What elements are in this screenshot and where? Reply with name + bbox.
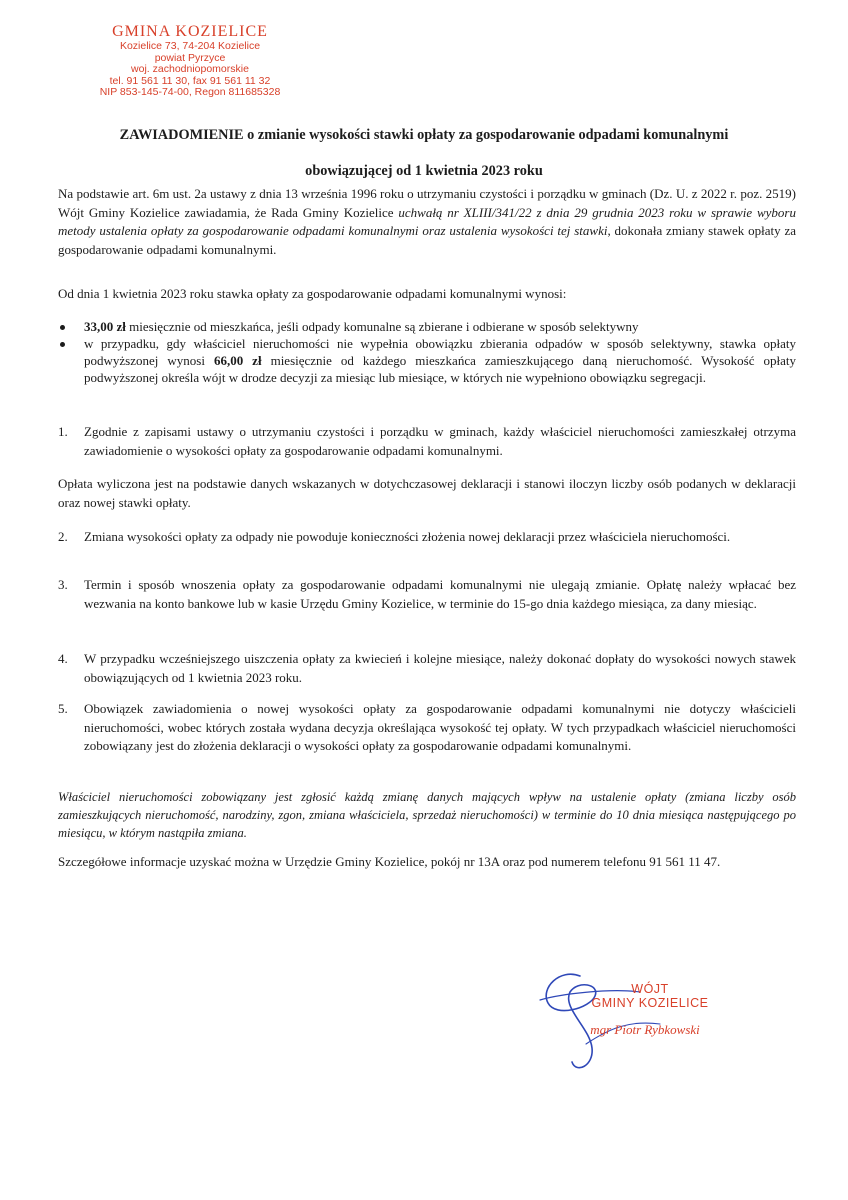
stamp-phone: tel. 91 561 11 30, fax 91 561 11 32 [109, 74, 271, 87]
stamp-name: GMINA KOZIELICE [112, 23, 268, 40]
rate-description: miesięcznie od mieszkańca, jeśli odpady komunalne są zbierane i odbierane w sposób selektywny [125, 319, 639, 334]
item-text: Obowiązek zawiadomienia o nowej wysokości opłaty za gospodarowanie odpadami komunalnymi nie dotyczy właścicieli nieruchomości, wobec których została wydana decyzja określająca wysokość tej opłaty. W tych przypadkach właściciel nieruchomości zobowiązany jest do złożenia deklaracji o wysokości opłaty za gospodarowanie odpadami komunalnymi. [84, 701, 796, 753]
contact-info: Szczegółowe informacje uzyskać można w Urzędzie Gminy Kozielice, pokój nr 13A oraz pod numerem telefonu 91 561 11 47. [58, 854, 721, 869]
list-item [58, 576, 796, 613]
stamp-ids: NIP 853-145-74-00, Regon 811685328 [99, 86, 281, 98]
item-text: W przypadku wcześniejszego uiszczenia opłaty za kwiecień i kolejne miesiące, należy dokonać dopłaty do wysokości nowych stawek obowiązujących od 1 kwietnia 2023 roku. [84, 651, 796, 685]
signature-office [550, 982, 750, 1010]
municipality-stamp [80, 22, 300, 99]
item-number: 4. [58, 651, 68, 666]
list-item [58, 528, 796, 547]
notice-title: ZAWIADOMIENIE o zmianie wysokości stawki opłaty za gospodarowanie odpadami komunalnymi [119, 127, 729, 143]
stamp-address: Kozielice 73, 74-204 Kozielice [119, 40, 261, 52]
item-text: Zgodnie z zapisami ustawy o utrzymaniu czystości i porządku w gminach, każdy właściciel nieruchomości zamieszkałej otrzyma zawiadomienie o wysokości opłaty za gospodarowanie odpadami komunalnymi. [84, 424, 796, 458]
item-text: Termin i sposób wnoszenia opłaty za gospodarowanie odpadami komunalnymi nie ulegają zmianie. Opłatę należy wpłacać bez wezwania na konto bankowe lub w kasie Urzędu Gminy Kozielice, w terminie do 15-go dnia każdego miesiąca, za dany miesiąc. [84, 577, 796, 611]
rate-description-end: miesięcznie od każdego mieszkańca zamieszkującego daną nieruchomość. Wysokość opłaty podwyższonej określa wójt w drodze decyzji za miesiąc lub miesiące, w których nie wypełniono obowiązku segregacji. [84, 353, 796, 385]
intro-text: Na podstawie art. 6m ust. 2a ustawy z dnia 13 września 1996 roku o utrzymaniu czystości i porządku w gminach (Dz. U. z 2022 r. poz. 2519) Wójt Gminy Kozielice zawiadamia, że Rada Gminy Kozielice [58, 186, 796, 220]
item-text: Zmiana wysokości opłaty za odpady nie powoduje konieczności złożenia nowej deklaracji przez właściciela nieruchomości. [84, 529, 731, 544]
item-number: 1. [58, 424, 68, 439]
item-number: 5. [58, 701, 68, 716]
rate-amount: 66,00 zł [213, 353, 262, 368]
intro-text-end: , dokonała zmiany stawek opłaty za gospodarowanie odpadami komunalnymi. [58, 223, 796, 257]
stamp-county: powiat Pyrzyce [154, 51, 226, 64]
office-name: GMINY KOZIELICE [591, 996, 709, 1010]
intro-paragraph [58, 185, 796, 259]
calculation-note: Opłata wyliczona jest na podstawie danych wskazanych w dotychczasowej deklaracji i stanowi iloczyn liczby osób podanych w deklaracji oraz nowej stawki opłaty. [58, 476, 796, 510]
signature-block [520, 958, 750, 1078]
signatory-name: mgr Piotr Rybkowski [590, 1022, 700, 1037]
list-item [58, 700, 796, 756]
resolution-reference: uchwałą nr XLIII/341/22 z dnia 29 grudnia 2023 roku w sprawie wyboru metody ustalenia opłaty za gospodarowanie odpadami komunalnymi oraz ustalenia wysokości tej stawki [58, 204, 796, 238]
rate-description: w przypadku, gdy właściciel nieruchomości nie wypełnia obowiązku zbierania odpadów w sposób selektywny, stawka opłaty podwyższonej wynosi [84, 336, 796, 368]
list-item [58, 318, 796, 335]
notice-subtitle: obowiązującej od 1 kwietnia 2023 roku [305, 163, 543, 179]
office-title: WÓJT [631, 982, 669, 996]
item-number: 2. [58, 529, 68, 544]
item-number: 3. [58, 577, 68, 592]
rate-intro: Od dnia 1 kwietnia 2023 roku stawka opłaty za gospodarowanie odpadami komunalnymi wynosi: [58, 286, 567, 301]
list-item [58, 423, 796, 460]
stamp-voivodeship: woj. zachodniopomorskie [131, 63, 249, 75]
handwritten-signature [520, 958, 750, 1078]
rate-amount: 33,00 zł [84, 319, 126, 334]
list-item [58, 650, 796, 687]
list-item [58, 335, 796, 386]
rate-list [58, 318, 796, 386]
owner-obligation-note: Właściciel nieruchomości zobowiązany jest zgłosić każdą zmianę danych mających wpływ na ustalenie opłaty (zmiana liczby osób zamieszkujących nieruchomość, narodziny, zgon, zmiana właściciela, sprzedaż nieruchomości) w terminie do 10 dnia miesiąca następującego po miesiącu, w którym nastąpiła zmiana. [58, 790, 796, 840]
